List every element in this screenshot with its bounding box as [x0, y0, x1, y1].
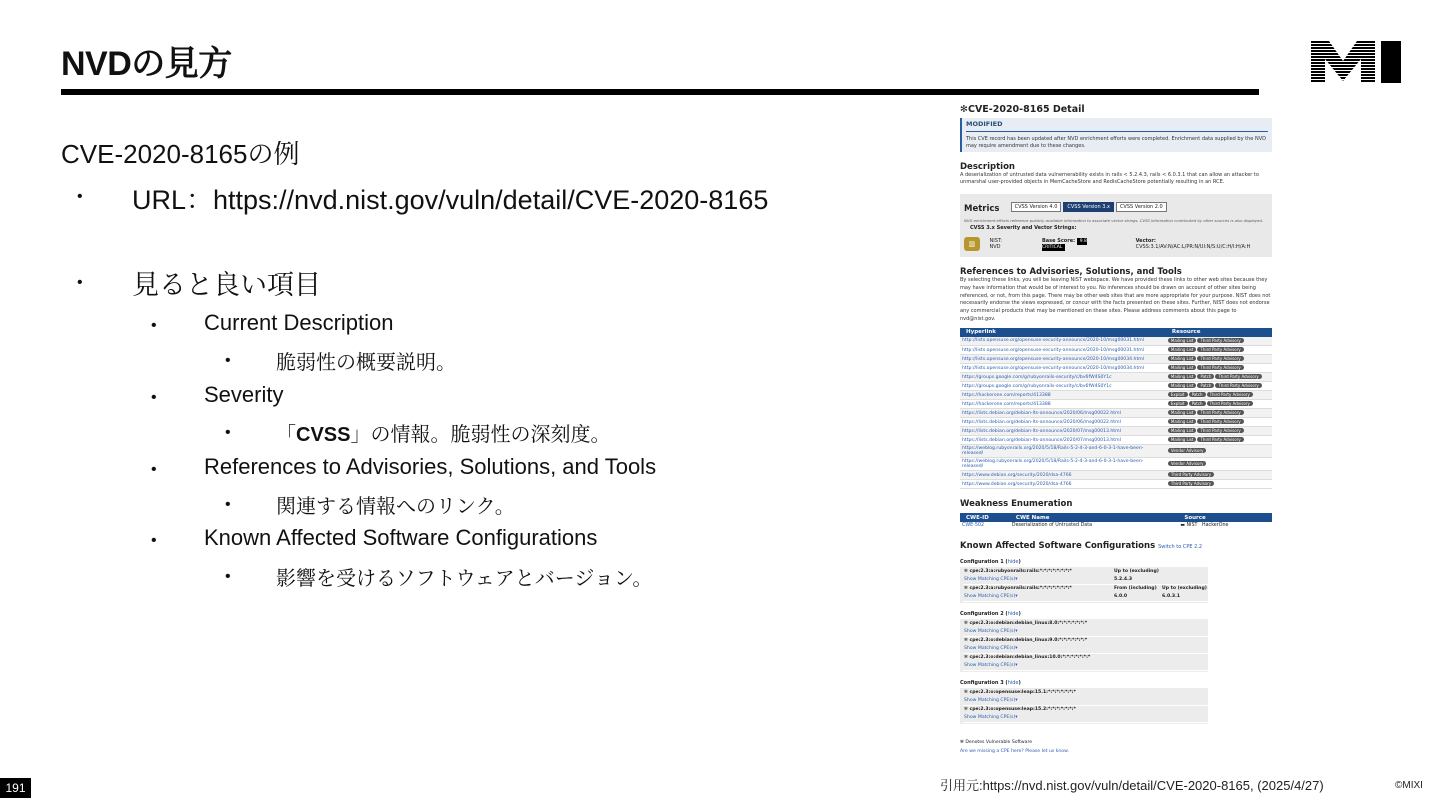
resource-tags: [1166, 391, 1272, 400]
references-heading: References to Advisories, Solutions, and Tools: [960, 267, 1182, 277]
reference-link[interactable]: http://lists.opensuse.org/opensuse-security-announce/2020-10/msg00034.html: [960, 364, 1166, 373]
cpe-range-end: [1161, 689, 1211, 706]
configuration-title: Configuration 2 (hide): [960, 611, 1021, 618]
severity-detail-rest: 」の情報。脆弱性の深刻度。: [350, 424, 611, 446]
bullet: •: [77, 274, 83, 291]
configuration-box: [960, 567, 1208, 603]
bullet: •: [151, 461, 157, 478]
vulnerable-legend: ✻ Denotes Vulnerable Software: [960, 740, 1033, 746]
reference-link[interactable]: https://www.debian.org/security/2020/dsa-4766: [960, 480, 1166, 489]
resource-tag: Third Party Advisory: [1207, 401, 1253, 406]
show-matching-link[interactable]: Show Matching CPE(s)▾: [964, 594, 1018, 600]
resource-tag: Patch: [1189, 401, 1206, 406]
resource-tag: Third Party Advisory: [1197, 437, 1243, 442]
weakness-heading: Weakness Enumeration: [960, 499, 1073, 510]
resource-tag: Third Party Advisory: [1168, 472, 1214, 477]
reference-link[interactable]: http://lists.opensuse.org/opensuse-security-announce/2020-10/msg00031.html: [960, 346, 1166, 355]
resource-tag: Third Party Advisory: [1197, 338, 1243, 343]
table-row: [960, 400, 1272, 409]
bug-icon: ✻: [964, 621, 968, 627]
cvss-bold: CVSS: [296, 424, 351, 446]
bullet: •: [77, 188, 83, 205]
table-row: [960, 364, 1272, 373]
bullet: •: [225, 424, 231, 441]
cwe-id-link[interactable]: CWE-502: [962, 523, 985, 529]
cpe-entry: [963, 620, 1113, 637]
mixi-logo-mark: [1311, 41, 1401, 83]
resource-tag: Third Party Advisory: [1197, 410, 1243, 415]
configuration-title: Configuration 1 (hide): [960, 559, 1021, 566]
reference-link[interactable]: https://groups.google.com/g/rubyonrails-security/c/bv6fW4S0Y1c: [960, 382, 1166, 391]
metrics-heading: Metrics: [964, 204, 1000, 214]
bullet: •: [225, 496, 231, 513]
reference-link[interactable]: https://lists.debian.org/debian-lts-announce/2020/07/msg00013.html: [960, 427, 1166, 436]
bullet: •: [225, 352, 231, 369]
resource-tags: [1166, 480, 1272, 489]
resource-tag: Third Party Advisory: [1215, 374, 1261, 379]
tab-cvss-2[interactable]: CVSS Version 2.0: [1116, 202, 1167, 212]
configuration-label: Configuration 2: [960, 611, 1004, 618]
resource-tags: [1166, 427, 1272, 436]
resource-tag: Third Party Advisory: [1168, 481, 1214, 486]
table-row: [960, 458, 1272, 471]
cna-name: NIST: NVD: [989, 238, 1003, 250]
show-matching-link[interactable]: Show Matching CPE(s)▾: [964, 646, 1018, 652]
resource-tag: Mailing List: [1168, 419, 1197, 424]
show-matching-link[interactable]: Show Matching CPE(s)▾: [964, 629, 1018, 635]
bullet: •: [225, 568, 231, 585]
cpe-string: cpe:2.3:o:debian:debian_linux:8.0:*:*:*:*:*:*:*: [969, 621, 1088, 627]
cpe-range-start: [1113, 654, 1161, 671]
hide-link[interactable]: hide: [1007, 611, 1019, 618]
resource-tag: Third Party Advisory: [1197, 347, 1243, 352]
cpe-range-start: [1113, 689, 1161, 706]
slide-title: NVDの見方: [61, 45, 232, 83]
cpe-string: cpe:2.3:o:debian:debian_linux:9.0:*:*:*:*:*:*:*: [969, 638, 1088, 644]
bullet: •: [151, 317, 157, 334]
reference-link[interactable]: https://hackerone.com/reports/413388: [960, 391, 1166, 400]
references-body: [960, 337, 1272, 489]
resource-tag: Mailing List: [1168, 365, 1197, 370]
item-known-affected: Known Affected Software Configurations: [204, 525, 598, 550]
bug-icon: ✻: [964, 586, 968, 592]
col-resource: Resource: [1166, 328, 1272, 337]
resource-tags: [1166, 364, 1272, 373]
resource-tags: [1166, 337, 1272, 346]
table-row: [960, 355, 1272, 364]
cpe-entry: [963, 654, 1113, 671]
hide-link[interactable]: hide: [1007, 680, 1019, 687]
modified-label: MODIFIED: [966, 120, 1268, 132]
table-row: [960, 522, 1272, 529]
folder-icon: ▬: [1180, 523, 1185, 529]
vector-string: Vector: CVSS:3.1/AV:N/AC:L/PR:N/UI:N/S:U/C:H/I:H/A:H: [1135, 238, 1251, 250]
resource-tag: Mailing List: [1168, 383, 1197, 388]
cpe-range-end: [1161, 568, 1211, 585]
cpe-range-end: [1161, 637, 1211, 654]
resource-tag: Exploit: [1168, 401, 1188, 406]
cwe-source: ▬ NIST HackerOne: [1180, 523, 1229, 529]
cpe-string: cpe:2.3:a:rubyonrails:rails:*:*:*:*:*:*:*:*: [969, 569, 1072, 575]
cpe-entry: [963, 689, 1113, 706]
title-rule: [61, 89, 1259, 95]
reference-link[interactable]: https://groups.google.com/g/rubyonrails-security/c/bv6fW4S0Y1c: [960, 373, 1166, 382]
bug-icon: ✻: [964, 569, 968, 575]
resource-tag: Vendor Advisory: [1168, 461, 1207, 466]
reference-link[interactable]: https://weblog.rubyonrails.org/2020/5/18/Rails-5-2-4-3-and-6-0-3-1-have-been-released/: [960, 458, 1166, 471]
resource-tag: Mailing List: [1168, 347, 1197, 352]
bug-icon: ✻: [964, 638, 968, 644]
configurations: [960, 559, 1272, 724]
col-hyperlink: Hyperlink: [960, 328, 1166, 337]
missing-cpe-link[interactable]: Are we missing a CPE here? Please let us know.: [960, 749, 1069, 755]
reference-link[interactable]: https://hackerone.com/reports/413388: [960, 400, 1166, 409]
example-heading: CVE-2020-8165の例: [61, 139, 300, 169]
show-matching-link[interactable]: Show Matching CPE(s)▾: [964, 698, 1018, 704]
configuration-grid: [963, 620, 1205, 671]
bug-icon: ✻: [964, 707, 968, 713]
switch-cpe-link[interactable]: Switch to CPE 2.2: [1158, 544, 1203, 551]
configuration-box: [960, 688, 1208, 724]
resource-tag: Patch: [1197, 374, 1214, 379]
cpe-string: cpe:2.3:o:opensuse:leap:15.2:*:*:*:*:*:*:*: [969, 707, 1076, 713]
table-row: [960, 382, 1272, 391]
cpe-string: cpe:2.3:o:debian:debian_linux:10.0:*:*:*:*:*:*:*: [969, 655, 1091, 661]
description-heading: Description: [960, 162, 1015, 172]
col-cwe-id: CWE-ID: [960, 513, 1010, 522]
table-row: [960, 391, 1272, 400]
cpe-entry: [963, 568, 1113, 585]
cpe-string: cpe:2.3:o:opensuse:leap:15.1:*:*:*:*:*:*:*: [969, 690, 1076, 696]
cpe-entry: [963, 585, 1113, 602]
resource-tags: [1166, 471, 1272, 480]
resource-tag: Third Party Advisory: [1207, 392, 1253, 397]
reference-link[interactable]: https://lists.debian.org/debian-lts-announce/2020/06/msg00022.html: [960, 409, 1166, 418]
resource-tag: Mailing List: [1168, 374, 1197, 379]
mixi-logo: [1311, 41, 1401, 83]
modified-text: This CVE record has been updated after NVD enrichment efforts were completed. Enrichment data supplied by the NVD may require amendment due to these changes.: [966, 136, 1266, 149]
cpe-range-start: From (including) 6.0.0: [1113, 585, 1161, 602]
page-number: 191: [0, 778, 31, 798]
resource-tag: Third Party Advisory: [1197, 365, 1243, 370]
cpe-range-start: Up to (excluding) 5.2.4.3: [1113, 568, 1161, 585]
table-row: [960, 445, 1272, 458]
cwe-name: Deserialization of Untrusted Data: [1011, 523, 1093, 529]
severity-detail-open: 「: [276, 424, 296, 446]
resource-tag: Third Party Advisory: [1215, 383, 1261, 388]
critical-badge[interactable]: 9.8 CRITICAL: [1041, 239, 1087, 250]
item-current-description: Current Description: [204, 310, 394, 335]
table-row: [960, 436, 1272, 445]
nvd-footer: [960, 738, 1272, 756]
description-text: A deserialization of untrusted data vulnernerability exists in rails < 5.2.4.3, rails < 6.0.3.1 that can allow an attacker to unmarshal user-provided objects in MemCacheStore and RedisCacheStore potentially resulting in an RCE.: [960, 172, 1259, 185]
resource-tag: Third Party Advisory: [1197, 428, 1243, 433]
table-row: [960, 427, 1272, 436]
metrics-note: NVD enrichment efforts reference publicly available information to associate vector strings. CVSS information contributed by other sources is also displayed.: [964, 218, 1263, 223]
configuration-title: Configuration 3 (hide): [960, 680, 1021, 687]
bug-icon: ✻: [964, 690, 968, 696]
show-matching-link[interactable]: Show Matching CPE(s)▾: [964, 715, 1018, 721]
resource-tag: Patch: [1197, 383, 1214, 388]
col-source: Source: [1178, 513, 1272, 522]
nvd-screenshot: [960, 104, 1272, 756]
url-line[interactable]: URL：https://nvd.nist.gov/vuln/detail/CVE-2020-8165: [132, 185, 769, 215]
resource-tag: Mailing List: [1168, 428, 1197, 433]
tab-cvss-3[interactable]: CVSS Version 3.x: [1063, 202, 1114, 212]
cpe-range-end: Up to (excluding) 6.0.3.1: [1161, 585, 1211, 602]
configuration-box: [960, 619, 1208, 672]
resource-tag: Mailing List: [1168, 338, 1197, 343]
nist-badge-icon: ▥: [964, 237, 980, 251]
resource-tags: [1166, 445, 1272, 458]
configuration-label: Configuration 3: [960, 680, 1004, 687]
reference-link[interactable]: https://lists.debian.org/debian-lts-announce/2020/06/msg00022.html: [960, 418, 1166, 427]
resource-tags: [1166, 382, 1272, 391]
score-row: [964, 237, 1268, 251]
resource-tags: [1166, 355, 1272, 364]
item-known-affected-detail: 影響を受けるソフトウェアとバージョン。: [276, 568, 653, 590]
references-table: [960, 328, 1272, 489]
cvss-tabs: [1011, 202, 1167, 212]
configuration-grid: [963, 689, 1205, 723]
copyright: ©MIXI: [1395, 780, 1423, 791]
resource-tags: [1166, 409, 1272, 418]
resource-tag: Third Party Advisory: [1197, 356, 1243, 361]
nvd-title: ✻CVE-2020-8165 Detail: [960, 104, 1085, 115]
show-matching-link[interactable]: Show Matching CPE(s)▾: [964, 663, 1018, 669]
show-matching-link[interactable]: Show Matching CPE(s)▾: [964, 577, 1018, 583]
cpe-entry: [963, 637, 1113, 654]
citation: 引用元:https://nvd.nist.gov/vuln/detail/CVE-2020-8165, (2025/4/27): [940, 778, 1324, 793]
table-row: [960, 337, 1272, 346]
reference-link[interactable]: https://www.debian.org/security/2020/dsa-4766: [960, 471, 1166, 480]
bug-icon: ✻: [960, 740, 964, 746]
metrics-panel: [960, 194, 1272, 257]
item-references: References to Advisories, Solutions, and Tools: [204, 454, 657, 479]
modified-banner: [960, 118, 1272, 152]
cpe-range-start: [1113, 637, 1161, 654]
resource-tags: [1166, 418, 1272, 427]
known-affected-heading: Known Affected Software Configurations Switch to CPE 2.2: [960, 541, 1203, 552]
resource-tag: Mailing List: [1168, 437, 1197, 442]
resource-tag: Mailing List: [1168, 356, 1197, 361]
resource-tags: [1166, 346, 1272, 355]
resource-tag: Vendor Advisory: [1168, 448, 1207, 453]
col-cwe-name: CWE Name: [1010, 513, 1178, 522]
bullet: •: [151, 532, 157, 549]
cpe-string: cpe:2.3:a:rubyonrails:rails:*:*:*:*:*:*:*:*: [969, 586, 1072, 592]
configuration-label: Configuration 1: [960, 559, 1004, 566]
table-row: [960, 373, 1272, 382]
resource-tag: Mailing List: [1168, 410, 1197, 415]
references-disclaimer: By selecting these links, you will be leaving NIST webspace. We have provided these links to other web sites because they may have information that would be of interest to you. No inferences should be drawn on account of other sites being referenced, or not, from this page. There may be other web sites that are more appropriate for your purpose. NIST does not necessarily endorse the views expressed, or concur with the facts presented on these sites. Further, NIST does not endorse any commercial products that may be mentioned on these sites. Please address comments about this page to nvd@nist.gov.: [960, 277, 1271, 322]
resource-tags: [1166, 400, 1272, 409]
hide-link[interactable]: hide: [1007, 559, 1019, 566]
good-items-heading: 見ると良い項目: [132, 270, 321, 300]
resource-tag: Patch: [1189, 392, 1206, 397]
reference-link[interactable]: https://lists.debian.org/debian-lts-announce/2020/07/msg00013.html: [960, 436, 1166, 445]
resource-tags: [1166, 373, 1272, 382]
cpe-range-end: [1161, 654, 1211, 671]
bullet: •: [151, 389, 157, 406]
item-severity: Severity: [204, 382, 284, 407]
bug-icon: ✻: [960, 104, 968, 115]
table-row: [960, 471, 1272, 480]
resource-tag: Exploit: [1168, 392, 1188, 397]
item-severity-detail: [276, 418, 610, 447]
table-row: [960, 346, 1272, 355]
bug-icon: ✻: [964, 655, 968, 661]
cvss-subheading: CVSS 3.x Severity and Vector Strings:: [970, 225, 1077, 231]
cpe-range-start: [1113, 706, 1161, 723]
reference-link[interactable]: http://lists.opensuse.org/opensuse-security-announce/2020-10/msg00034.html: [960, 355, 1166, 364]
item-current-description-detail: 脆弱性の概要説明。: [276, 352, 456, 374]
cpe-entry: [963, 706, 1113, 723]
tab-cvss-4[interactable]: CVSS Version 4.0: [1011, 202, 1062, 212]
configuration-grid: [963, 568, 1205, 602]
table-row: [960, 480, 1272, 489]
reference-link[interactable]: http://lists.opensuse.org/opensuse-security-announce/2020-10/msg00031.html: [960, 337, 1166, 346]
resource-tag: Third Party Advisory: [1197, 419, 1243, 424]
cpe-range-start: [1113, 620, 1161, 637]
cpe-range-end: [1161, 620, 1211, 637]
cpe-range-end: [1161, 706, 1211, 723]
table-row: [960, 418, 1272, 427]
cwe-table: [960, 513, 1272, 529]
reference-link[interactable]: https://weblog.rubyonrails.org/2020/5/18/Rails-5-2-4-3-and-6-0-3-1-have-been-released/: [960, 445, 1166, 458]
base-score: Base Score: 9.8 CRITICAL: [1041, 238, 1087, 250]
resource-tags: [1166, 458, 1272, 471]
table-row: [960, 409, 1272, 418]
resource-tags: [1166, 436, 1272, 445]
item-references-detail: 関連する情報へのリンク。: [276, 496, 515, 518]
